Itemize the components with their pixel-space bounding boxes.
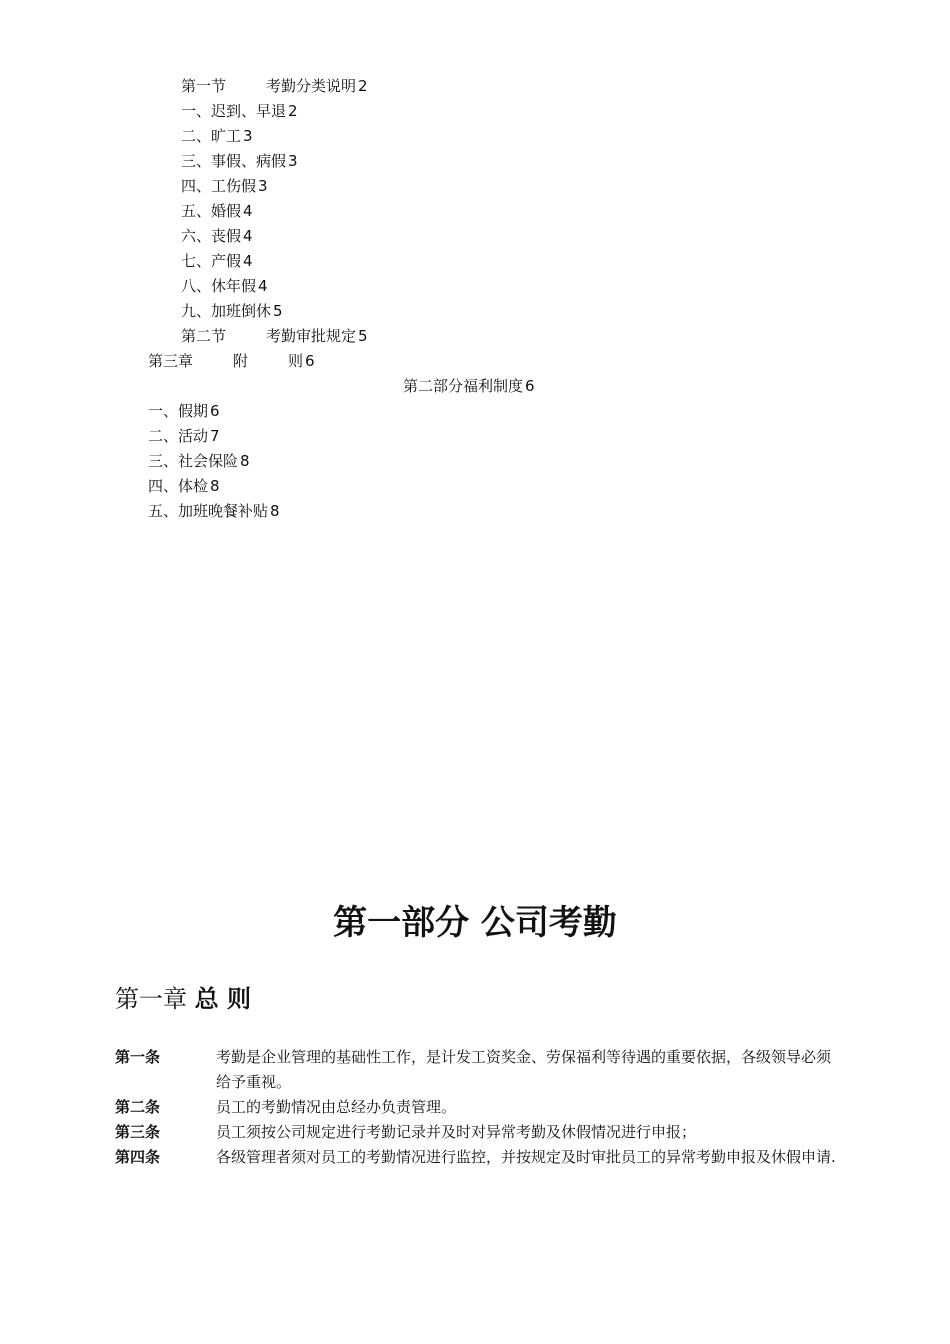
toc-text: 三、事假、病假	[181, 152, 287, 170]
toc-text: 一、假期	[148, 402, 209, 420]
toc-text: 一、迟到、早退	[181, 102, 287, 120]
toc-text: 考勤分类说明	[266, 77, 357, 95]
toc-entry[interactable]	[181, 76, 368, 96]
toc-page-number: 8	[240, 452, 250, 470]
toc-entry[interactable]	[181, 251, 253, 271]
toc-page-number: 4	[258, 277, 268, 295]
chapter-name: 总 则	[194, 985, 251, 1013]
toc-page-number: 3	[288, 152, 298, 170]
toc-prefix: 第一节	[181, 77, 227, 95]
toc-page-number: 6	[210, 402, 220, 420]
toc-entry[interactable]	[181, 226, 253, 246]
toc-entry[interactable]	[181, 126, 253, 146]
toc-text: 九、加班倒休	[181, 302, 272, 320]
article-text: 员工须按公司规定进行考勤记录并及时对异常考勤及休假情况进行申报；	[216, 1123, 697, 1141]
article-label: 第四条	[115, 1148, 161, 1166]
toc-prefix: 第三章	[148, 352, 194, 370]
article	[115, 1045, 840, 1095]
toc-entry[interactable]	[181, 301, 283, 321]
toc-text: 五、加班晚餐补贴	[148, 502, 269, 520]
article-text: 各级管理者须对员工的考勤情况进行监控，并按规定及时审批员工的异常考勤申报及休假申请.	[216, 1148, 836, 1166]
toc-text: 四、体检	[148, 477, 209, 495]
article	[115, 1095, 840, 1120]
article-text: 员工的考勤情况由总经办负责管理。	[216, 1098, 457, 1116]
toc-page-number: 2	[358, 77, 368, 95]
toc-text: 六、丧假	[181, 227, 242, 245]
toc-text: 八、休年假	[181, 277, 257, 295]
toc-text: 七、产假	[181, 252, 242, 270]
article	[115, 1120, 840, 1145]
toc-entry[interactable]	[148, 426, 220, 446]
toc-entry[interactable]	[148, 476, 220, 496]
toc-text: 二、旷工	[181, 127, 242, 145]
toc-entry[interactable]	[181, 276, 268, 296]
toc-entry[interactable]	[148, 351, 315, 371]
toc-entry[interactable]	[148, 451, 250, 471]
toc-prefix: 第二节	[181, 327, 227, 345]
toc-page-number: 3	[258, 177, 268, 195]
toc-entry[interactable]	[181, 176, 268, 196]
toc-text: 附	[233, 352, 249, 370]
toc-text: 则	[288, 352, 304, 370]
toc-entry[interactable]	[148, 501, 280, 521]
toc-entry[interactable]	[181, 326, 368, 346]
chapter-prefix: 第一章	[115, 985, 187, 1013]
part-title: 第一部分 公司考勤	[333, 903, 617, 943]
toc-text: 二、活动	[148, 427, 209, 445]
toc-text: 第二部分福利制度	[403, 377, 524, 395]
toc-page-number: 8	[270, 502, 280, 520]
article-label: 第三条	[115, 1123, 161, 1141]
toc-page-number: 6	[525, 377, 535, 395]
toc-text: 三、社会保险	[148, 452, 239, 470]
toc-entry[interactable]	[148, 401, 220, 421]
article	[115, 1145, 840, 1170]
toc-text: 五、婚假	[181, 202, 242, 220]
toc-text: 四、工伤假	[181, 177, 257, 195]
toc-page-number: 2	[288, 102, 298, 120]
chapter-title	[115, 982, 251, 1016]
toc-page-number: 5	[358, 327, 368, 345]
toc-page-number: 7	[210, 427, 220, 445]
toc-entry[interactable]	[403, 376, 535, 396]
toc-entry[interactable]	[181, 151, 298, 171]
toc-entry[interactable]	[181, 201, 253, 221]
toc-page-number: 4	[243, 202, 253, 220]
toc-page-number: 4	[243, 252, 253, 270]
toc-text: 考勤审批规定	[266, 327, 357, 345]
toc-page-number: 4	[243, 227, 253, 245]
toc-page-number: 8	[210, 477, 220, 495]
toc-entry[interactable]	[181, 101, 298, 121]
toc-page-number: 5	[273, 302, 283, 320]
article-label: 第一条	[115, 1048, 161, 1066]
article-text: 考勤是企业管理的基础性工作，是计发工资奖金、劳保福利等待遇的重要依据，各级领导必须给予重视。	[216, 1048, 832, 1091]
article-label: 第二条	[115, 1098, 161, 1116]
toc-page-number: 3	[243, 127, 253, 145]
toc-page-number: 6	[305, 352, 315, 370]
